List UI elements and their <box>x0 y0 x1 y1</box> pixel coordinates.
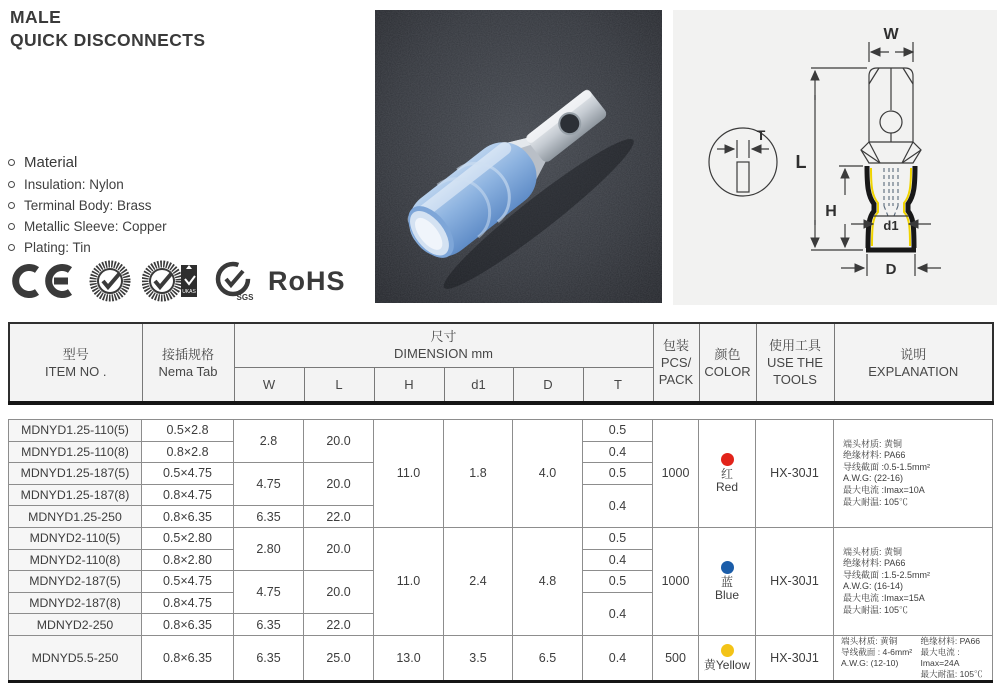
bullet-icon <box>8 159 15 166</box>
item-no-cell: MDNYD2-187(8) <box>9 592 142 614</box>
explanation-cell: 端头材质: 黄铜 导线截面 : 4-6mm² A.W.G: (12-10) 绝缘材料: PA66 最大电流 : Imax=24A 最大耐温: 105℃ <box>834 635 993 681</box>
bullet-icon <box>8 223 15 230</box>
nema-cell: 0.8×6.35 <box>142 635 234 681</box>
tool-cell: HX-30J1 <box>756 527 834 635</box>
t-cell: 0.4 <box>583 549 653 571</box>
nema-cell: 0.8×6.35 <box>142 506 234 528</box>
item-no-cell: MDNYD5.5-250 <box>9 635 142 681</box>
l-cell: 22.0 <box>304 506 374 528</box>
dimension-drawing <box>673 10 997 305</box>
d1-cell: 3.5 <box>444 635 513 681</box>
table-row <box>9 420 993 442</box>
l-cell: 20.0 <box>304 527 374 570</box>
nema-cell: 0.8×4.75 <box>142 484 234 506</box>
color-cell: 红 Red <box>699 420 756 528</box>
quality-cert-icon <box>89 260 131 302</box>
t-cell: 0.4 <box>583 635 653 681</box>
explanation-cell: 端头材质: 黄铜 绝缘材料: PA66 导线截面 :1.5-2.5mm² A.W.G: (16-14) 最大电流 :Imax=15A 最大耐温: 105℃ <box>834 527 993 635</box>
h-cell: 11.0 <box>374 420 444 528</box>
l-cell: 20.0 <box>304 420 374 463</box>
bullet-icon <box>8 181 15 188</box>
color-dot <box>721 561 734 574</box>
material-item: Insulation: Nylon <box>8 177 167 192</box>
bullet-icon <box>8 244 15 251</box>
item-no-cell: MDNYD2-110(5) <box>9 527 142 549</box>
d1-cell: 2.4 <box>444 527 513 635</box>
material-section <box>8 154 167 261</box>
page-title-line1: MALE <box>10 7 62 27</box>
dim-label-w: W <box>883 26 899 43</box>
header-col-d1: d1 <box>444 367 513 403</box>
spec-table-header <box>8 322 994 405</box>
header-tools: 使用工具 USE THE TOOLS <box>756 323 834 403</box>
d1-cell: 1.8 <box>444 420 513 528</box>
page-title-line2: QUICK DISCONNECTS <box>10 30 206 50</box>
dim-label-d1: d1 <box>883 218 899 233</box>
nema-cell: 0.5×4.75 <box>142 571 234 593</box>
nema-cell: 0.8×2.8 <box>142 441 234 463</box>
table-row <box>9 635 993 681</box>
certification-row <box>6 258 346 304</box>
header-color: 颜色 COLOR <box>699 323 756 403</box>
header-col-l: L <box>304 367 374 403</box>
bullet-icon <box>8 202 15 209</box>
nema-cell: 0.5×4.75 <box>142 463 234 485</box>
svg-text:UKAS: UKAS <box>182 289 196 295</box>
item-no-cell: MDNYD2-110(8) <box>9 549 142 571</box>
w-cell: 6.35 <box>234 614 304 636</box>
w-cell: 2.80 <box>234 527 304 570</box>
pcs-cell: 1000 <box>653 527 699 635</box>
material-item: Metallic Sleeve: Copper <box>8 219 167 234</box>
item-no-cell: MDNYD1.25-110(5) <box>9 420 142 442</box>
dim-label-l: L <box>795 152 807 172</box>
w-cell: 6.35 <box>234 635 304 681</box>
l-cell: 25.0 <box>304 635 374 681</box>
w-cell: 2.8 <box>234 420 304 463</box>
rohs-label: RoHS <box>268 265 346 296</box>
nema-cell: 0.8×6.35 <box>142 614 234 636</box>
item-no-cell: MDNYD2-250 <box>9 614 142 636</box>
material-heading: Material <box>24 154 78 171</box>
h-cell: 13.0 <box>374 635 444 681</box>
spec-table-body <box>8 419 993 683</box>
item-no-cell: MDNYD1.25-110(8) <box>9 441 142 463</box>
d-cell: 4.8 <box>513 527 583 635</box>
material-item: Plating: Tin <box>8 240 167 255</box>
tool-cell: HX-30J1 <box>756 635 834 681</box>
color-dot <box>721 644 734 657</box>
item-no-cell: MDNYD2-187(5) <box>9 571 142 593</box>
color-cell: 蓝 Blue <box>699 527 756 635</box>
header-item-no: 型号 ITEM NO . <box>9 323 142 403</box>
t-cell: 0.4 <box>583 484 653 527</box>
t-cell: 0.5 <box>583 463 653 485</box>
header-dimension: 尺寸 DIMENSION mm <box>234 323 653 367</box>
sgs-cert-icon <box>211 259 257 303</box>
nema-cell: 0.5×2.80 <box>142 527 234 549</box>
dim-label-h: H <box>825 203 837 220</box>
color-cell: 黄Yellow <box>699 635 756 681</box>
item-no-cell: MDNYD1.25-250 <box>9 506 142 528</box>
material-heading-row <box>8 154 167 171</box>
ce-mark-icon <box>6 261 78 301</box>
item-no-cell: MDNYD1.25-187(8) <box>9 484 142 506</box>
page-title <box>10 6 205 52</box>
t-cell: 0.5 <box>583 571 653 593</box>
explanation-cell: 端头材质: 黄铜 绝缘材料: PA66 导线截面 :0.5-1.5mm² A.W.G: (22-16) 最大电流 :Imax=10A 最大耐温: 105℃ <box>834 420 993 528</box>
terminal-photo-illustration <box>375 10 662 303</box>
dim-label-t: T <box>756 127 766 143</box>
header-pack: 包装 PCS/ PACK <box>653 323 699 403</box>
nema-cell: 0.8×2.80 <box>142 549 234 571</box>
w-cell: 6.35 <box>234 506 304 528</box>
svg-text:SGS: SGS <box>236 293 254 302</box>
t-cell: 0.5 <box>583 527 653 549</box>
l-cell: 22.0 <box>304 614 374 636</box>
dim-label-d: D <box>885 261 897 278</box>
nema-cell: 0.8×4.75 <box>142 592 234 614</box>
pcs-cell: 1000 <box>653 420 699 528</box>
t-cell: 0.4 <box>583 592 653 635</box>
ukas-cert-icon <box>142 259 200 303</box>
tool-cell: HX-30J1 <box>756 420 834 528</box>
dimension-diagram <box>673 10 997 305</box>
pcs-cell: 500 <box>653 635 699 681</box>
table-row <box>9 527 993 549</box>
header-col-w: W <box>234 367 304 403</box>
nema-cell: 0.5×2.8 <box>142 420 234 442</box>
d-cell: 6.5 <box>513 635 583 681</box>
d-cell: 4.0 <box>513 420 583 528</box>
h-cell: 11.0 <box>374 527 444 635</box>
item-no-cell: MDNYD1.25-187(5) <box>9 463 142 485</box>
l-cell: 20.0 <box>304 463 374 506</box>
material-item: Terminal Body: Brass <box>8 198 167 213</box>
t-cell: 0.5 <box>583 420 653 442</box>
header-nema-tab: 接插规格 Nema Tab <box>142 323 234 403</box>
header-explanation: 说明 EXPLANATION <box>834 323 993 403</box>
product-photo <box>375 10 662 303</box>
t-cell: 0.4 <box>583 441 653 463</box>
header-col-t: T <box>583 367 653 403</box>
color-dot <box>721 453 734 466</box>
w-cell: 4.75 <box>234 571 304 614</box>
w-cell: 4.75 <box>234 463 304 506</box>
header-col-h: H <box>374 367 444 403</box>
header-col-d: D <box>513 367 583 403</box>
l-cell: 20.0 <box>304 571 374 614</box>
